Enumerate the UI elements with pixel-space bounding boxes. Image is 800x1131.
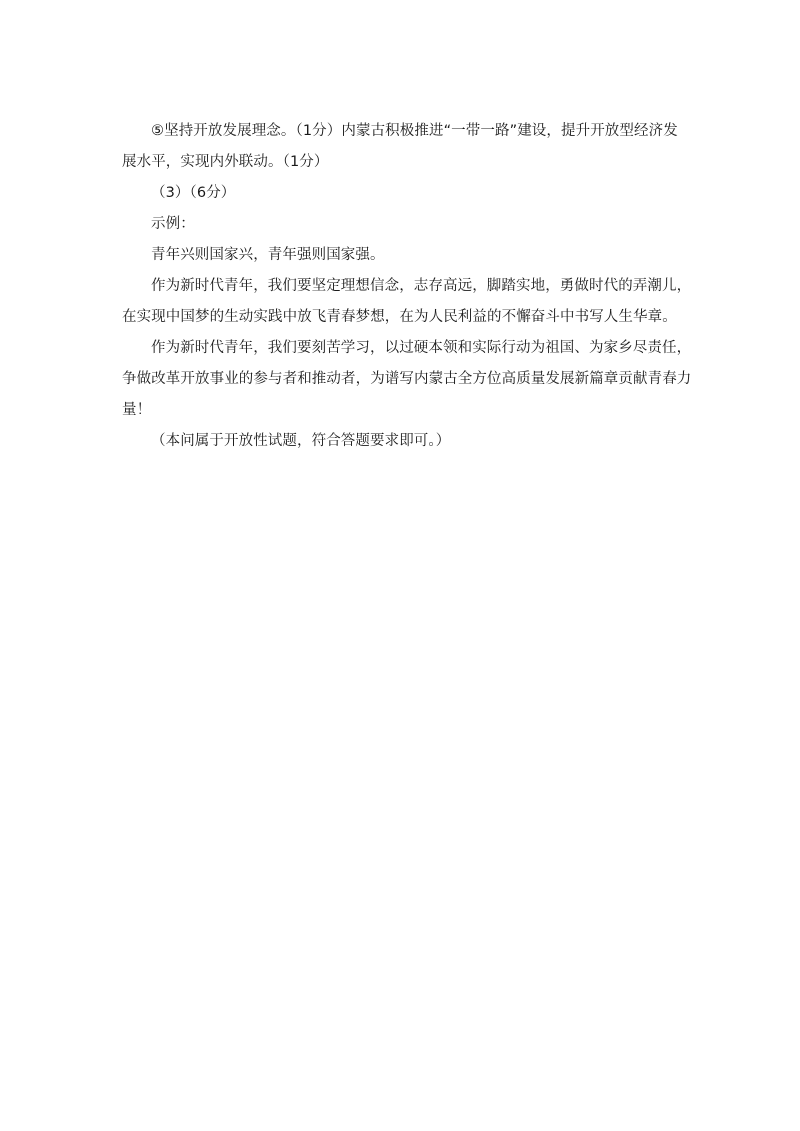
paragraph-motto: [122, 240, 712, 271]
text-line: 青年兴则国家兴，青年强则国家强。: [151, 247, 385, 263]
text-line: 在实现中国梦的生动实践中放飞青春梦想，在为人民利益的不懈奋斗中书写人生华章。: [122, 309, 677, 325]
paragraph-example-2: [122, 333, 712, 426]
text-line: 示例：: [151, 216, 195, 232]
text-line: 作为新时代青年，我们要坚定理想信念，志存高远，脚踏实地，勇做时代的弄潮儿，: [151, 278, 692, 294]
text-line: ⑤坚持开放发展理念。（1分）内蒙古积极推进“一带一路”建设，提升开放型经济发: [151, 123, 678, 139]
text-line: 作为新时代青年，我们要刻苦学习，以过硬本领和实际行动为祖国、为家乡尽责任，: [151, 340, 692, 356]
text-line: （3）（6分）: [151, 185, 236, 201]
paragraph-note: [122, 426, 712, 457]
paragraph-example-label: [122, 209, 712, 240]
paragraph-example-1: [122, 271, 712, 333]
text-line: （本问属于开放性试题，符合答题要求即可。）: [151, 433, 451, 449]
paragraph-point-5: [122, 116, 712, 178]
text-line: 争做改革开放事业的参与者和推动者，为谱写内蒙古全方位高质量发展新篇章贡献青春力: [122, 371, 692, 387]
paragraph-question-3: [122, 178, 712, 209]
answer-text: [122, 116, 712, 457]
text-line: 量！: [122, 402, 152, 418]
text-line: 展水平，实现内外联动。（1分）: [122, 154, 329, 170]
